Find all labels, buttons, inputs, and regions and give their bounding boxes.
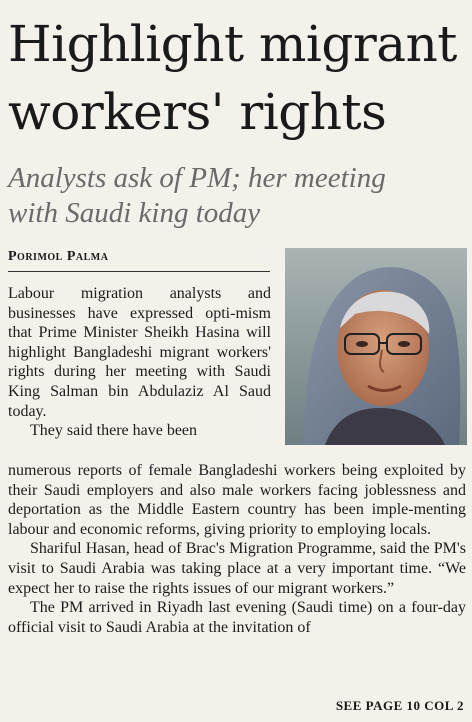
headline-line-1: Highlight migrant bbox=[8, 15, 457, 73]
subheadline bbox=[8, 161, 468, 231]
paragraph-2-start: They said there have been bbox=[30, 422, 198, 440]
paragraph-2-continued: numerous reports of female Bangladeshi workers being exploited by their Saudi employers and also male workers facing joblessness and deportation as the Middle Eastern country has been imple-menting labour and economic reforms, giving priority to employing locals. bbox=[8, 462, 466, 538]
paragraph-1: Labour migration analysts and businesses have expressed opti-mism that Prime Minister Sheikh Hasina will highlight Bangladeshi migrant workers' rights during her meeting with Saudi King Salman bin Abdulaziz Al Saud today. bbox=[8, 285, 271, 420]
article-column-full bbox=[8, 461, 466, 637]
paragraph-3: Shariful Hasan, head of Brac's Migration Programme, said the PM's visit to Saudi Arabia was taking place at a very important time. “We expect her to raise the rights issues of our migrant workers.” bbox=[8, 540, 466, 597]
paragraph-4: The PM arrived in Riyadh last evening (Saudi time) on a four-day official visit to Saudi Arabia at the invitation of bbox=[8, 599, 466, 636]
subheadline-line-2: with Saudi king today bbox=[8, 197, 261, 229]
byline: Porimol Palma bbox=[8, 249, 270, 272]
article-column-narrow bbox=[8, 284, 271, 441]
headline-line-2: workers' rights bbox=[8, 83, 387, 141]
subheadline-line-1: Analysts ask of PM; her meeting bbox=[8, 162, 386, 194]
portrait-photo bbox=[285, 248, 467, 445]
headline bbox=[8, 10, 470, 146]
portrait-illustration bbox=[285, 248, 467, 445]
jump-line: SEE PAGE 10 COL 2 bbox=[335, 698, 464, 713]
